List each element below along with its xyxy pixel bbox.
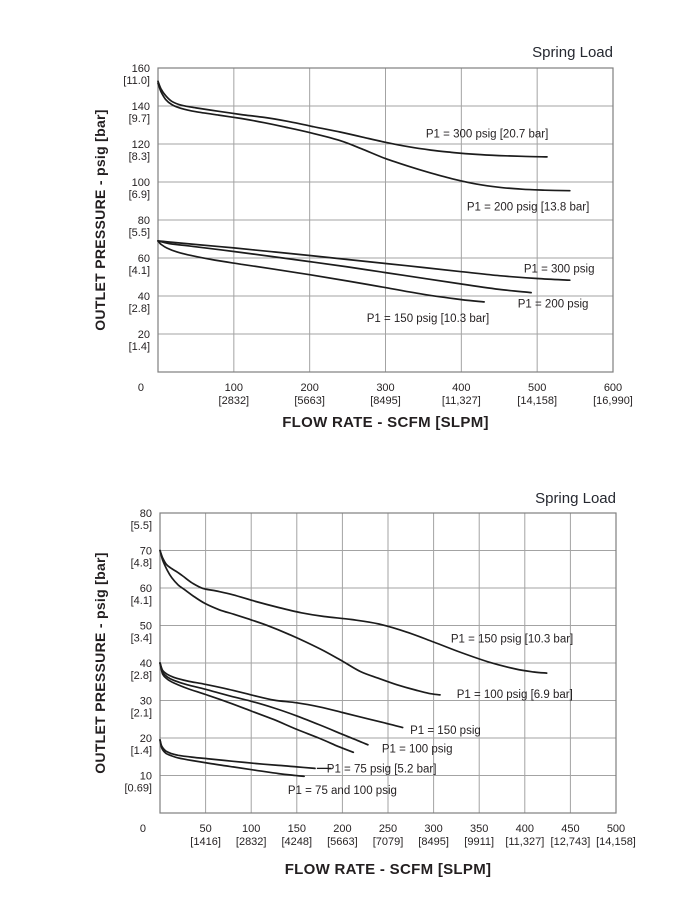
origin-tick-label: 0 xyxy=(137,382,144,394)
y-tick-label: 100 [6.9] xyxy=(128,177,150,201)
y-axis-title: OUTLET PRESSURE - psig [bar] xyxy=(92,109,108,331)
y-tick-label: 60 [4.1] xyxy=(128,253,150,277)
curve xyxy=(160,663,403,728)
curve-label: P1 = 100 psig [6.9 bar] xyxy=(456,688,573,701)
curve xyxy=(160,740,304,776)
y-tick-label: 160 [11.0] xyxy=(123,63,150,87)
y-tick-label: 20 [1.4] xyxy=(128,329,150,353)
y-tick-label: 20 [1.4] xyxy=(130,733,152,757)
x-tick-label: 500 [14,158] xyxy=(517,382,558,407)
x-tick-label: 350 [9911] xyxy=(464,823,495,848)
curve-label: P1 = 75 psig [5.2 bar] xyxy=(326,763,437,776)
y-tick-label: 80 [5.5] xyxy=(130,508,152,532)
x-axis-title: FLOW RATE - SCFM [SLPM] xyxy=(282,414,489,431)
spring-load-label: Spring Load xyxy=(532,44,613,61)
x-tick-label: 200 [5663] xyxy=(327,823,358,848)
x-tick-label: 600 [16,990] xyxy=(593,382,633,407)
y-tick-label: 140 [9.7] xyxy=(128,101,150,125)
x-tick-label: 500 [14,158] xyxy=(596,823,636,848)
curve xyxy=(160,663,368,745)
y-tick-label: 120 [8.3] xyxy=(128,139,150,163)
curve xyxy=(160,740,315,769)
y-tick-label: 70 [4.8] xyxy=(130,545,152,570)
x-tick-label: 250 [7079] xyxy=(372,823,404,848)
spring-load-label: Spring Load xyxy=(535,490,616,507)
curve xyxy=(158,241,484,302)
x-axis-title: FLOW RATE - SCFM [SLPM] xyxy=(284,861,492,878)
curve xyxy=(160,551,440,695)
x-tick-label: 50 [1416] xyxy=(190,823,221,848)
y-tick-label: 10 [0.69] xyxy=(124,770,152,795)
y-tick-label: 60 [4.1] xyxy=(130,583,152,607)
curve-label: P1 = 300 psig [20.7 bar] xyxy=(425,128,549,141)
curve-label: P1 = 150 psig [10.3 bar] xyxy=(366,312,490,325)
x-tick-label: 150 [4248] xyxy=(281,823,313,848)
x-tick-label: 400 [11,327] xyxy=(505,823,545,848)
y-tick-label: 50 [3.4] xyxy=(130,620,152,645)
curve-label: P1 = 150 psig [10.3 bar] xyxy=(450,633,574,646)
x-tick-label: 300 [8495] xyxy=(418,823,449,848)
curve-label: P1 = 75 and 100 psig xyxy=(287,784,397,797)
x-tick-label: 200 [5663] xyxy=(294,382,325,407)
y-tick-label: 40 [2.8] xyxy=(128,291,150,315)
y-axis-title: OUTLET PRESSURE - psig [bar] xyxy=(92,552,108,774)
curve-label: P1 = 100 psig xyxy=(381,743,453,756)
curve-label: P1 = 200 psig xyxy=(517,298,589,311)
origin-tick-label: 0 xyxy=(139,823,146,835)
x-tick-label: 100 [2832] xyxy=(218,382,250,407)
y-tick-label: 40 [2.8] xyxy=(130,658,152,682)
flow-chart-low-pressure xyxy=(0,457,688,914)
x-tick-label: 400 [11,327] xyxy=(441,382,481,407)
curve-label: P1 = 150 psig xyxy=(410,724,481,737)
y-tick-label: 80 [5.5] xyxy=(128,215,150,239)
curve xyxy=(160,551,547,674)
curve-label: P1 = 300 psig xyxy=(523,263,595,276)
curve-label: P1 = 200 psig [13.8 bar] xyxy=(466,201,590,214)
x-tick-label: 100 [2832] xyxy=(235,823,267,848)
x-tick-label: 450 [12,743] xyxy=(550,823,591,848)
y-tick-label: 30 [2.1] xyxy=(130,695,152,720)
x-tick-label: 300 [8495] xyxy=(370,382,401,407)
curve xyxy=(158,241,531,293)
